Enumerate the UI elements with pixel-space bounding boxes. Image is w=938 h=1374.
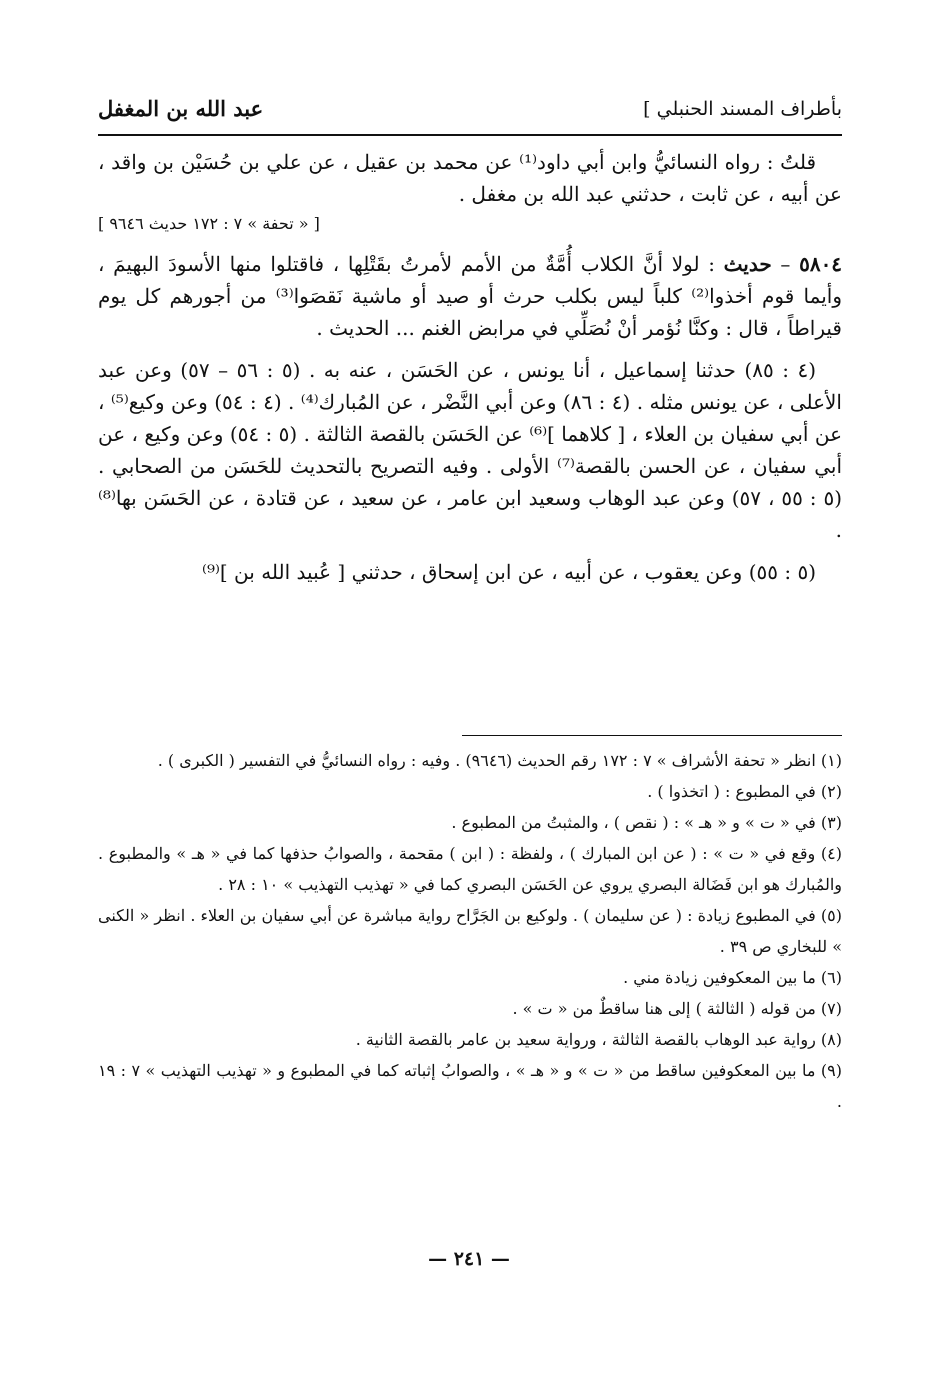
paragraph-qultu: قلتُ : رواه النسائيُّ وابن أبي داود⁽¹⁾ عن محمد بن عقيل ، عن علي بن حُسَيْن بن واقد ، عن أبيه ، عن ثابت ، حدثني عبد الله بن مغفل . [98,150,842,206]
footnote-5: (٥) في المطبوع زيادة : ( عن سليمان ) . ولوكيع بن الجَرَّاح رواية مباشرة عن أبي سفيان بن العلاء . انظر « الكنى » للبخاري ص ٣٩ . [98,906,842,956]
footnote-2: (٢) في المطبوع : ( اتخذوا ) . [647,782,842,801]
hadith-label: حديث [723,252,772,276]
hadith-paragraph [98,248,842,344]
book-title: بأطراف المسند الحنبلي ] [643,98,842,120]
footnote-8: (٨) رواية عبد الوهاب بالقصة الثالثة ، ورواية سعيد بن عامر بالقصة الثانية . [355,1030,842,1049]
page-number: — ٢٤١ — [428,1248,510,1270]
section-title: عبد الله بن المغفل [98,96,264,121]
footnotes [98,745,842,1117]
hadith-text: : لولا أنَّ الكلاب أُمَّةٌ من الأمم لأمرتُ بقَتْلِها ، فاقتلوا منها الأسودَ البهيمَ ، وأيما قوم أخذوا⁽²⁾ كلباً ليس بكلب حرث أو صيد أو ماشية نَقصَوا⁽³⁾ من أجورهم كل يوم قيراطاً ، قال : وكنَّا نُؤمر أنْ نُصَلِّي في مرابض الغنم ... الحديث . [98,252,842,340]
hadith-dash: – [780,252,791,276]
main-text [98,146,842,588]
footnote-3: (٣) في « ت » و « هـ » : ( نقص ) ، والمثبتُ من المطبوع . [451,813,842,832]
footnote-separator [462,735,842,736]
running-header [98,96,842,136]
hadith-number: ٥٨٠٤ [799,252,843,276]
tuhfa-reference: [ « تحفة » ٧ : ١٧٢ حديث ٩٦٤٦ ] [98,214,320,233]
footnote-1: (١) انظر « تحفة الأشراف » ٧ : ١٧٢ رقم الحديث (٩٦٤٦) . وفيه : رواه النسائيُّ في التفسير ( الكبرى ) . [157,751,842,770]
footnote-7: (٧) من قوله ( الثالثة ) إلى هنا ساقطٌ من « ت » . [512,999,842,1018]
footnote-6: (٦) ما بين المعكوفين زيادة مني . [623,968,842,987]
paragraph-isnad: (٤ : ٨٥) حدثنا إسماعيل ، أنا يونس ، عن الحَسَن ، عنه به . (٥ : ٥٦ – ٥٧) وعن عبد الأعلى ، عن يونس مثله . (٤ : ٨٦) وعن أبي النَّضْر ، عن المُبارك⁽⁴⁾ . (٤ : ٥٤) وعن وكيع⁽⁵⁾ ، عن أبي سفيان بن العلاء ، [ كلاهما ]⁽⁶⁾ عن الحَسَن بالقصة الثالثة . (٥ : ٥٤) وعن وكيع ، عن أبي سفيان ، عن الحسن بالقصة⁽⁷⁾ الأولى . وفيه التصريح بالتحديث للحَسَن من الصحابي . (٥ : ٥٥ ، ٥٧) وعن عبد الوهاب وسعيد ابن عامر ، عن سعيد ، عن قتادة ، عن الحَسَن بها⁽⁸⁾ . [98,358,843,542]
footnote-9: (٩) ما بين المعكوفين ساقط من « ت » و « هـ » ، والصوابُ إثباته كما في المطبوع و « تهذيب التهذيب » ٧ : ١٩ . [98,1061,843,1111]
footnote-4: (٤) وقع في « ت » : ( عن ابن المبارك ) ، ولفظة : ( ابن ) مقحمة ، والصوابُ حذفها كما في « هـ » والمطبوع . والمُبارك هو ابن فَضَالة البصري يروي عن الحَسَن البصري كما في « تهذيب التهذيب » ١٠ : ٢٨ . [98,844,842,894]
paragraph-continuation: (٥ : ٥٥) وعن يعقوب ، عن أبيه ، عن ابن إسحاق ، حدثني [ عُبيد الله بن ]⁽⁹⁾ [202,560,816,584]
